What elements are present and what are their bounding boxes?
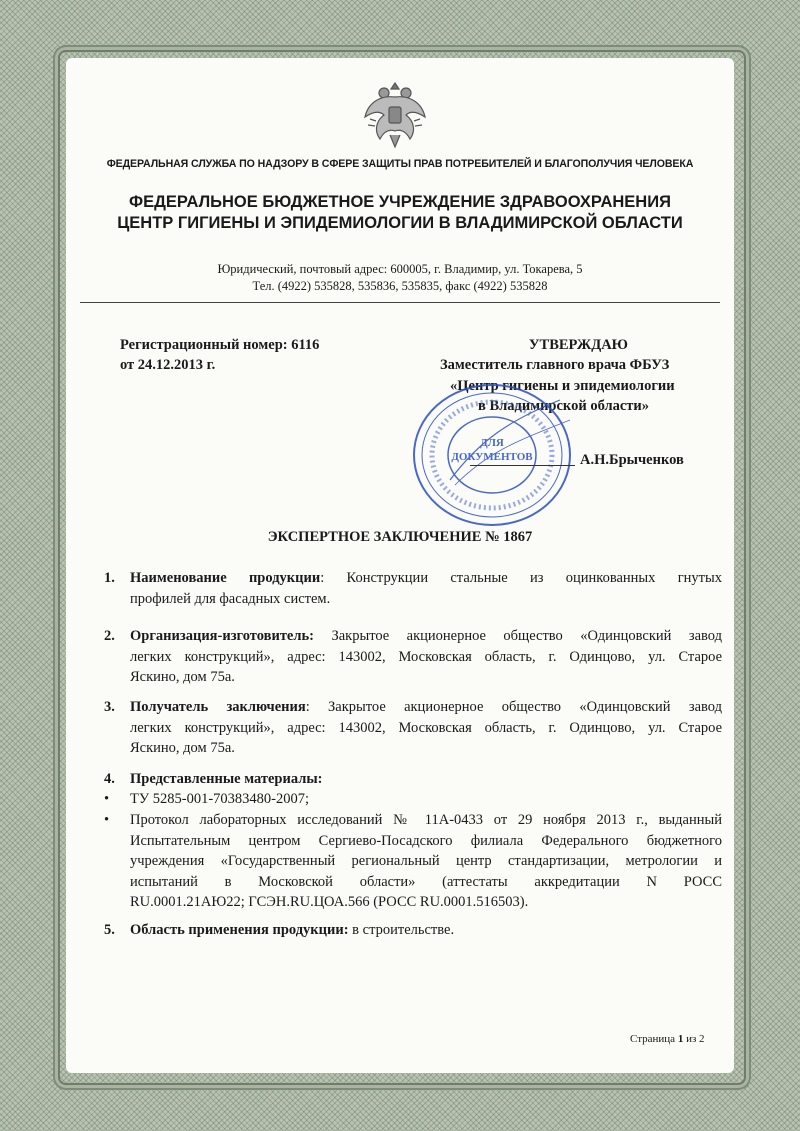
header-divider [80,302,720,303]
bullet-text: испытаний в Московской области» (аттестаты аккредитации N РОСС [130,873,722,890]
list-item [104,697,722,759]
item-text: Яскино, дом 75а. [130,669,235,685]
item-text: профилей для фасадных систем. [130,590,331,607]
registration-date: от 24.12.2013 г. [120,357,216,373]
item-text: в строительстве. [348,922,455,938]
list-item [104,769,722,789]
list-item [104,626,722,688]
organization-name-line1: ФЕДЕРАЛЬНОЕ БЮДЖЕТНОЕ УЧРЕЖДЕНИЕ ЗДРАВООХРАНЕНИЯ [129,193,671,211]
bullet-icon: • [104,812,110,828]
bullet-item [104,789,722,809]
approver-position: Заместитель главного врача ФБУЗ [440,357,670,373]
document-title: ЭКСПЕРТНОЕ ЗАКЛЮЧЕНИЕ № 1867 [267,529,533,545]
item-number: 3. [104,699,115,715]
double-eagle-emblem-icon [360,75,430,153]
registration-number: Регистрационный номер: 6116 [120,337,320,353]
page-word: Страница [630,1033,676,1045]
signatory-name: А.Н.Брыченков [580,452,684,468]
supervisory-service-heading: ФЕДЕРАЛЬНАЯ СЛУЖБА ПО НАДЗОРУ В СФЕРЕ ЗАЩИТЫ ПРАВ ПОТРЕБИТЕЛЕЙ И БЛАГОПОЛУЧИЯ ЧЕЛОВЕКА [106,158,694,170]
item-text: : Закрытое акционерное общество «Одинцовский завод [305,699,722,715]
legal-address: Юридический, почтовый адрес: 600005, г. Владимир, ул. Токарева, 5 [217,262,583,276]
approver-center: «Центр гигиены и эпидемиологии [450,378,675,394]
item-number: 1. [104,570,115,586]
bullet-icon: • [104,791,110,807]
official-seal-stamp [410,380,575,530]
item-label: Наименование продукции [130,570,321,586]
item-text: легких конструкций», адрес: 143002, Московская область, г. Одинцово, ул. Старое [130,648,722,665]
item-number: 4. [104,771,115,787]
item-number: 2. [104,628,115,644]
organization-name-line2: ЦЕНТР ГИГИЕНЫ И ЭПИДЕМИОЛОГИИ В ВЛАДИМИРСКОЙ ОБЛАСТИ [117,214,683,232]
list-item [104,920,722,940]
bullet-text: Испытательным центром Сергиево-Посадского филиала Федерального бюджетного [130,832,722,849]
stamp-text-1: ДЛЯ [480,437,504,449]
item-text: легких конструкций», адрес: 143002, Московская область, г. Одинцово, ул. Старое [130,719,722,736]
bullet-text: учреждения «Государственный региональный центр стандартизации, метрологии и [130,853,722,869]
item-label: Организация-изготовитель: [130,628,315,644]
page-total: 2 [699,1033,705,1045]
item-label: Область применения продукции: [130,922,349,938]
page-counter [630,1033,705,1045]
page-number: 1 [677,1033,684,1045]
item-label: Получатель заключения [130,699,306,715]
approver-region: в Владимирской области» [478,398,650,414]
item-number: 5. [104,922,115,938]
list-item [104,568,722,610]
bullet-item [104,810,722,913]
item-text: : Конструкции стальные из оцинкованных гнутых [320,570,722,586]
bullet-text: RU.0001.21АЮ22; ГСЭН.RU.ЦОА.566 (РОСС RU.0001.516503). [130,894,529,910]
item-text: Яскино, дом 75а. [130,740,235,756]
item-label: Представленные материалы: [130,771,323,787]
bullet-text: Протокол лабораторных исследований № 11А-0433 от 29 ноября 2013 г., выданный [130,812,722,828]
signature-line [470,465,575,466]
stamp-text-2: ДОКУМЕНТОВ [451,451,533,463]
of-word: из [686,1033,697,1045]
contact-phones: Тел. (4922) 535828, 535836, 535835, факс (4922) 535828 [252,279,548,293]
bullet-text: ТУ 5285-001-70383480-2007; [130,791,310,807]
item-text: Закрытое акционерное общество «Одинцовский завод [314,628,722,644]
approval-heading: УТВЕРЖДАЮ [528,337,628,353]
